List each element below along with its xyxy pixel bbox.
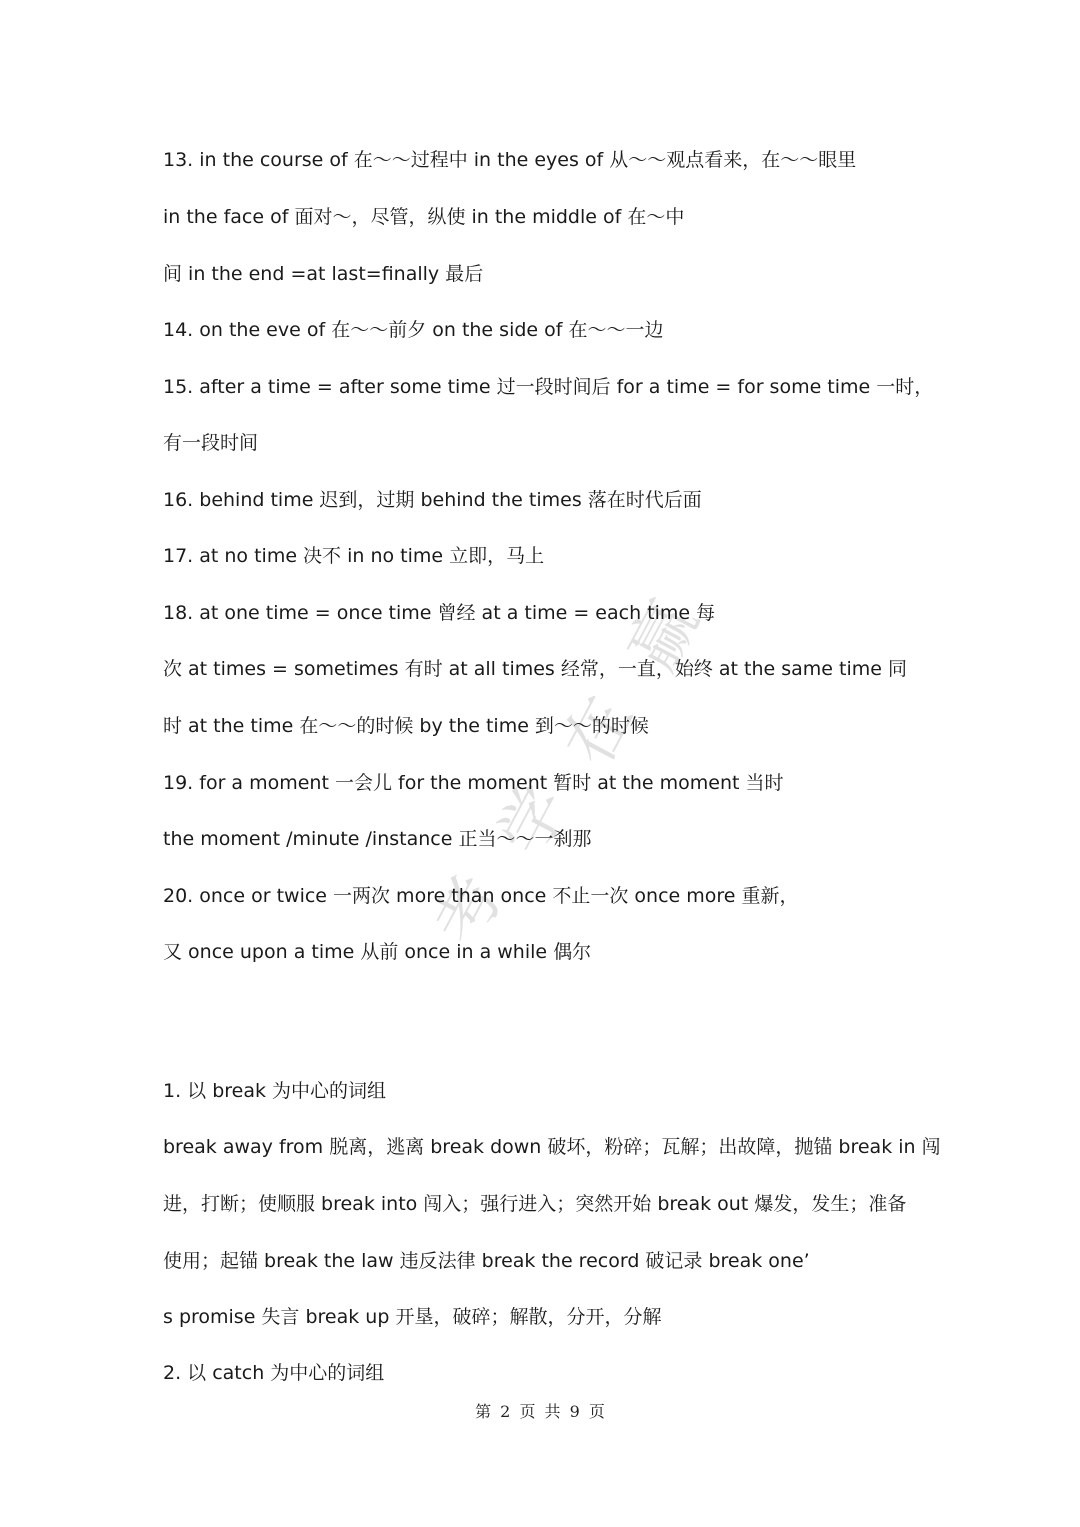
section-heading: 1. 以 break 为中心的词组 — [163, 1080, 387, 1102]
watermark-char-2: 在 — [548, 683, 648, 778]
text-line: 有一段时间 — [163, 432, 259, 454]
section-heading: 2. 以 catch 为中心的词组 — [163, 1362, 385, 1384]
watermark-char-4: 考 — [418, 863, 518, 958]
text-line: in the face of 面对～，尽管，纵使 in the middle of 在～中 — [163, 206, 685, 228]
text-line: 间 in the end =at last=finally 最后 — [163, 263, 484, 285]
text-line: 14. on the eve of 在～～前夕 on the side of 在～～一边 — [163, 319, 664, 341]
watermark-char-3: 学 — [483, 773, 583, 868]
text-line: 17. at no time 决不 in no time 立即，马上 — [163, 545, 545, 567]
text-line: break away from 脱离，逃离 break down 破坏，粉碎；瓦解；出故障，抛锚 break in 闯 — [163, 1136, 941, 1158]
text-line: s promise 失言 break up 开垦，破碎；解散，分开，分解 — [163, 1306, 662, 1328]
text-line: 20. once or twice 一两次 more than once 不止一次 once more 重新， — [163, 885, 799, 907]
text-line: 19. for a moment 一会儿 for the moment 暂时 at the moment 当时 — [163, 772, 784, 794]
text-line: 18. at one time = once time 曾经 at a time = each time 每 — [163, 602, 716, 624]
text-line: 时 at the time 在～～的时候 by the time 到～～的时候 — [163, 715, 649, 737]
text-line: 又 once upon a time 从前 once in a while 偶尔 — [163, 941, 592, 963]
text-line: 16. behind time 迟到，过期 behind the times 落在时代后面 — [163, 489, 702, 511]
text-line: 使用；起锚 break the law 违反法律 break the record 破记录 break one’ — [163, 1250, 810, 1272]
text-line: 15. after a time = after some time 过一段时间后 for a time = for some time 一时， — [163, 376, 934, 398]
watermark-char-1: 赢 — [613, 588, 713, 683]
page-number-footer: 第 2 页 共 9 页 — [475, 1402, 605, 1421]
text-line: the moment /minute /instance 正当～～一刹那 — [163, 828, 592, 850]
text-line: 进，打断；使顺服 break into 闯入；强行进入；突然开始 break out 爆发，发生；准备 — [163, 1193, 907, 1215]
text-line: 13. in the course of 在～～过程中 in the eyes of 从～～观点看来，在～～眼里 — [163, 149, 857, 171]
text-line: 次 at times = sometimes 有时 at all times 经常，一直，始终 at the same time 同 — [163, 658, 907, 680]
